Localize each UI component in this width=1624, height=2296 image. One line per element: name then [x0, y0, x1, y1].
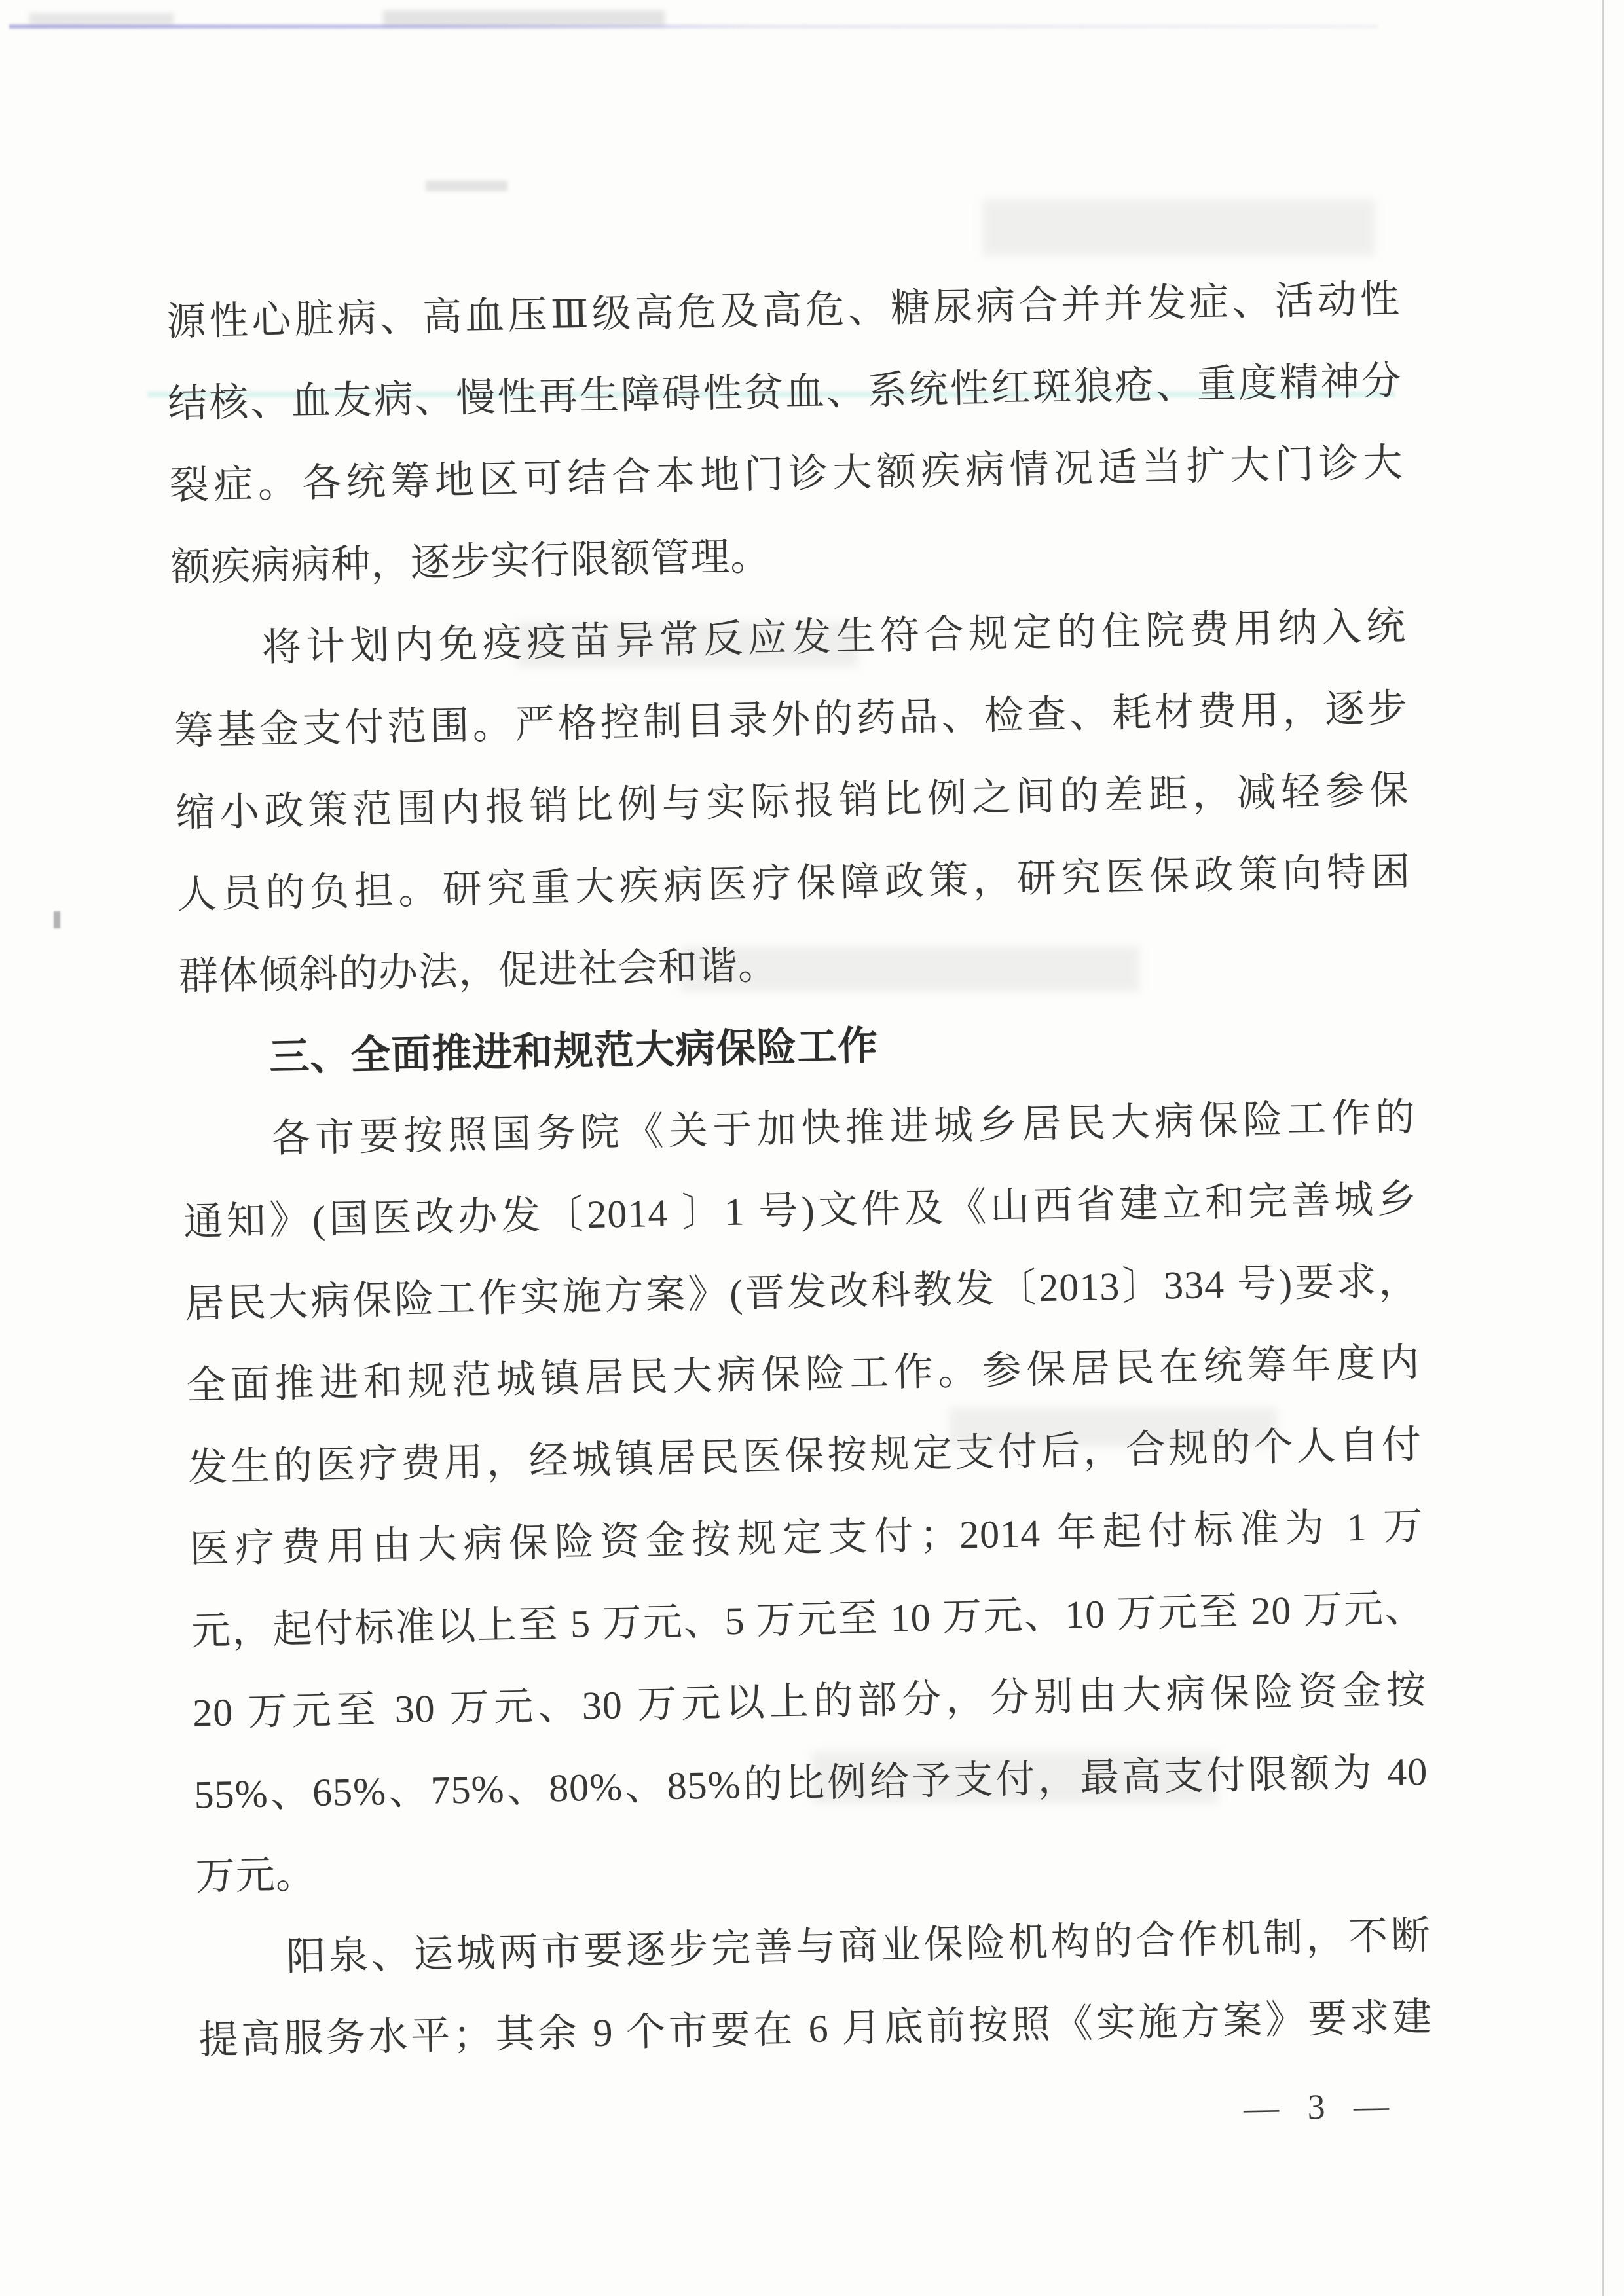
- document-line: 通知》(国医改办发〔2014 〕1 号)文件及《山西省建立和完善城乡: [183, 1177, 1418, 1244]
- document-line: 源性心脏病、高血压Ⅲ级高危及高危、糖尿病合并并发症、活动性: [166, 277, 1401, 344]
- scan-smudge-artifact: [426, 181, 507, 191]
- scan-streak-artifact: [9, 24, 1378, 29]
- document-line: 55%、65%、75%、80%、85%的比例给予支付，最高支付限额为 40: [193, 1750, 1428, 1817]
- document-line: 20 万元至 30 万元、30 万元以上的部分，分别由大病保险资金按: [192, 1668, 1427, 1735]
- document-line: 筹基金支付范围。严格控制目录外的药品、检查、耗材费用，逐步: [174, 686, 1409, 753]
- scan-speck-artifact: [54, 911, 60, 928]
- document-line: 提高服务水平；其余 9 个市要在 6 月底前按照《实施方案》要求建: [198, 1995, 1433, 2062]
- document-line: 裂症。各统筹地区可结合本地门诊大额疾病情况适当扩大门诊大: [169, 441, 1404, 507]
- section-heading: 三、全面推进和规范大病保险工作: [268, 1023, 879, 1080]
- document-line: 全面推进和规范城镇居民大病保险工作。参保居民在统筹年度内: [186, 1341, 1421, 1408]
- document-line: 结核、血友病、慢性再生障碍性贫血、系统性红斑狼疮、重度精神分: [167, 359, 1402, 426]
- document-line: 元，起付标准以上至 5 万元、5 万元至 10 万元、10 万元至 20 万元、: [191, 1586, 1426, 1653]
- document-line: 额疾病病种，逐步实行限额管理。: [170, 534, 771, 589]
- document-line: 阳泉、运城两市要逐步完善与商业保险机构的合作机制，不断: [286, 1914, 1431, 1978]
- scan-smudge-artifact: [383, 10, 665, 26]
- scan-smudge-artifact: [29, 13, 174, 25]
- document-line: 缩小政策范围内报销比例与实际报销比例之间的差距，减轻参保: [175, 768, 1410, 835]
- document-line: 人员的负担。研究重大疾病医疗保障政策，研究医保政策向特困: [177, 850, 1411, 917]
- scan-edge-artifact: [1602, 0, 1604, 2296]
- document-line: 将计划内免疫疫苗异常反应发生符合规定的住院费用纳入统: [261, 604, 1407, 670]
- document-line: 居民大病保险工作实施方案》(晋发改科教发〔2013〕334 号)要求，: [184, 1259, 1419, 1326]
- ink-bleedthrough-artifact: [982, 200, 1375, 255]
- document-line: 各市要按照国务院《关于加快推进城乡居民大病保险工作的: [270, 1095, 1416, 1161]
- document-line: 万元。: [195, 1853, 316, 1899]
- page-number: — 3 —: [1243, 2086, 1390, 2128]
- document-text: [166, 258, 1433, 2081]
- document-line: 群体倾斜的办法，促进社会和谐。: [178, 943, 779, 998]
- document-line: 医疗费用由大病保险资金按规定支付；2014 年起付标准为 1 万: [189, 1504, 1424, 1571]
- document-line: 发生的医疗费用，经城镇居民医保按规定支付后，合规的个人自付: [187, 1423, 1422, 1489]
